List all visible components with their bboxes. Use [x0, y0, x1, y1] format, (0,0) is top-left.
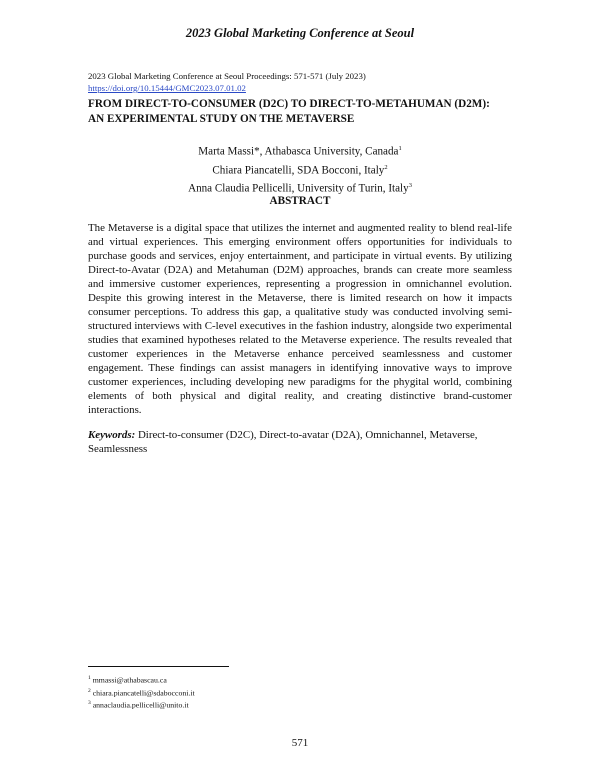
footnote-1-mark: 1 [88, 675, 91, 681]
author-1-name: Marta Massi*, Athabasca University, Canada [198, 145, 399, 158]
footnote-3-mark: 3 [88, 700, 91, 707]
footnote-1 [88, 673, 195, 686]
author-1-mark: 1 [398, 145, 402, 152]
footnote-2-email: chiara.piancatelli@sdabocconi.it [92, 688, 195, 698]
proceedings-citation: 2023 Global Marketing Conference at Seoul Proceedings: 571-571 (July 2023) [88, 71, 366, 81]
page-number: 571 [291, 737, 309, 749]
author-2-mark: 2 [384, 163, 388, 171]
author-3-mark: 3 [408, 182, 412, 190]
author-list [0, 141, 600, 197]
paper-title-line-2: AN EXPERIMENTAL STUDY ON THE METAVERSE [88, 113, 355, 125]
author-2 [0, 160, 600, 179]
author-1 [0, 141, 600, 160]
footnote-divider [88, 666, 229, 667]
footnote-2 [88, 686, 195, 699]
keywords-text: Direct-to-consumer (D2C), Direct-to-avatar (D2A), Omnichannel, Metaverse, Seamlessness [88, 429, 478, 455]
keywords-label: Keywords: [88, 429, 136, 441]
abstract-body: The Metaverse is a digital space that utilizes the internet and augmented reality to blend real-life and virtual experiences. This emerging environment offers opportunities for individuals to purchase goods and services, enjoy entertainment, and participate in virtual events. By utilizing Direct-to-Avatar (D2A) and Metahuman (D2M) approaches, brands can create more seamless and immersive customer experiences, representing a progression in omnichannel evolution. Despite this growing interest in the Metaverse, there is limited research on how it impacts consumer perceptions. To address this gap, a qualitative study was conducted involving semi-structured interviews with C-level executives in the fashion industry, alongside two experimental studies that examined hypotheses related to the Metaverse experience. The results revealed that customer experiences in the Metaverse enhance perceived seamlessness and customer engagement. These findings can assist managers in identifying innovative ways to improve customer experiences, including developing new paradigms for the phygital world, combining elements of both physical and digital reality, and creating distinctive brand-customer interactions. [88, 222, 512, 416]
author-2-name: Chiara Piancatelli, SDA Bocconi, Italy [212, 164, 385, 177]
footnote-3 [88, 698, 195, 711]
conference-header: 2023 Global Marketing Conference at Seoul [185, 26, 415, 40]
paper-title-line-1: FROM DIRECT-TO-CONSUMER (D2C) TO DIRECT-TO-METAHUMAN (D2M): [88, 98, 490, 110]
paper-title [88, 97, 518, 127]
keywords [88, 428, 512, 456]
author-3-name: Anna Claudia Pellicelli, University of Turin, Italy [188, 183, 409, 196]
doi-link[interactable]: https://doi.org/10.15444/GMC2023.07.01.02 [88, 83, 246, 93]
footnote-2-mark: 2 [88, 687, 91, 694]
abstract-heading: ABSTRACT [269, 195, 331, 207]
footnote-1-email: mmassi@athabascau.ca [92, 675, 167, 685]
proceedings-info [88, 70, 366, 94]
footnote-3-email: annaclaudia.pellicelli@unito.it [92, 700, 189, 710]
footnotes [88, 673, 195, 711]
